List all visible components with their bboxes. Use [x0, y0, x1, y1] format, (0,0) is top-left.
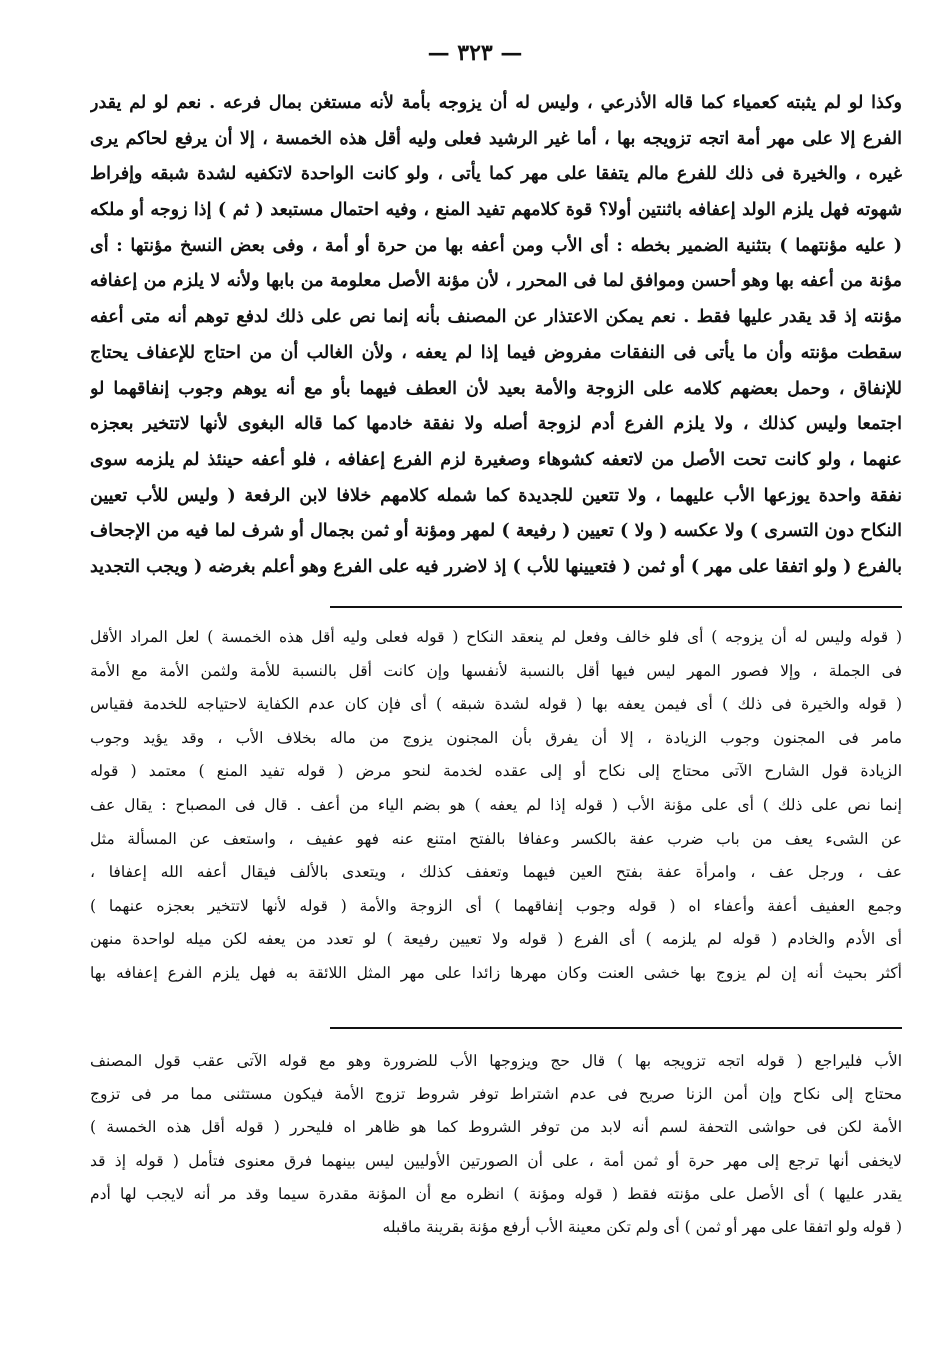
footnote-line: الأمة لكن فى حواشى التحفة لسم أنه لابد من توفر الشروط كما هو ظاهر اه فليحرر ( قوله أقل هذه الخمسة )	[90, 1118, 902, 1137]
main-text-line: للإنفاق ، وحمل بعضهم كلامه على الزوجة والأمة بعيد لأن العطف فيهما بأو مع أنه يوهم وجوب إنفاقهما لو	[90, 378, 902, 399]
main-text-line: اجتمعا وليس كذلك ، ولا يلزم الفرع أدم لزوجة أصله ولا نفقة خادمها كما قاله البغوى لأنها لاتتخير بعجزه	[90, 414, 902, 435]
main-text-line: نفقة واحدة يوزعها الأب عليهما ، ولا تتعين للجديدة كما شمله كلامهم خلافا لابن الرفعة ( وليس للأب تعيين	[90, 485, 902, 506]
footnotes-second	[90, 1045, 902, 1244]
footnote-line: أى الأدم والخادم ( قوله لم يلزمه ) أى الفرع ( قوله ولا تعيين رفيعة ) لو تعدد من يعفه لكن ميله لواحدة منهن	[90, 930, 902, 949]
page-number: — ٣٢٣ —	[427, 40, 523, 66]
footnote-line: إنما نص على ذلك ) أى على مؤنة الأب ( قوله إذا لم يعفه ) هو بضم الياء من أعف . قال فى المصباح : يقال عف	[90, 795, 902, 814]
footnote-line: الزيادة قول الشارح الآتى محتاج إلى نكاح أو إلى عقده لخدمة لنحو مرض ( قوله تفيد المنع ) معتمد ( قوله	[90, 762, 902, 781]
footnote-line: فى الجملة ، وإلا فصور المهر ليس فيها أقل بالنسبة لأنفسها وإن كانت أقل بالنسبة للأمة ولثمن الأمة مع الأمة	[90, 661, 902, 680]
footnote-divider	[330, 606, 902, 608]
footnote-line: لايخفى أنها ترجع إلى مهر حرة أو ثمن أمة ، على أن الصورتين الأوليين ليس بينهما فرق معنوى فتأمل ( قوله إذ قد	[90, 1151, 902, 1170]
footnotes-first	[90, 621, 902, 991]
main-text-line: شهوته فهل يلزم الولد إعفافه باثنتين أولا؟ قوة كلامهم تفيد المنع ، وفيه احتمال مستبعد ( ثم ) إذا زوجه أو ملكه	[90, 200, 902, 221]
main-text-line: مؤنته إذ قد يقدر عليها فقط . نعم يمكن الاعتذار عن المصنف بأنه إنما نص على ذلك لدفع توهم أنه متى أعفه	[90, 307, 902, 328]
main-text-line: ( عليه مؤنتهما ) بتثنية الضمير بخطه : أى الأب ومن أعفه بها من حرة أو أمة ، وفى بعض النسخ مؤنتها : أى	[90, 235, 902, 256]
footnote-line: ( قوله وليس له أن يزوجه ) أى فلو خالف وفعل لم ينعقد النكاح ( قوله فعلى وليه أقل هذه الخمسة ) لعل المراد الأقل	[90, 628, 902, 646]
main-text-line: عنهما ، ولو كانت تحت الأصل من لاتعفه كشوهاء وصغيرة لزم الفرع إعفافه ، فلو أعفه حينئذ لم يلزمه سوى	[90, 449, 902, 470]
footnote-line: عف ، ورجل عف ، وامرأة عفة بفتح العين فيهما وتعفف كذلك ، ويتعدى بالألف فيقال أعفه الله إعفافا ،	[90, 863, 902, 882]
footnote-line: أكثر بحيث أنه إن لم يزوج بها خشى العنت وكان مهرها زائدا على مهر المثل اللائقة به فهل يلزم الفرع إعفافه بها	[90, 963, 902, 982]
footnote-line: ( قوله ولو اتفقا على مهر أو ثمن ) أى ولم تكن معينة الأب أرفع مؤنة بقرينة ماقبله	[382, 1217, 902, 1236]
main-text-line: بالفرع ( ولو اتفقا على مهر ) أو ثمن ( فتعيينها للأب ) إذ لاضرر فيه على الفرع وهو أعلم بغرضه ( ويجب التجديد	[90, 556, 902, 577]
main-text	[90, 86, 902, 586]
footnote-line: وجمع العفيف أعفة وأعفاء اه ( قوله وجوب إنفاقهما ) أى الزوجة والأمة ( قوله لأنها لاتتخير بعجزه عنهما )	[90, 896, 902, 915]
footnote-line: الأب فليراجع ( قوله اتجه تزويجه بها ) قال حج ويزوجها الأب للضرورة وهو مع قوله الآتى عقب قول المصنف	[90, 1052, 902, 1070]
footnote-line: عن الشىء يعف من باب ضرب عفة بالكسر وعفافا بالفتح امتنع عنه فهو عفيف ، واستعف عن المسألة مثل	[90, 829, 902, 848]
main-text-line: النكاح دون التسرى ) ولا عكسه ( ولا ) تعيين ( رفيعة ) لمهر ومؤنة أو ثمن بجمال أو شرف لما فيه من الإجحاف	[90, 521, 902, 542]
main-text-line: غيره ، والخيرة فى ذلك للفرع مالم يتفقا على مهر كما يأتى ، ولو كانت الواحدة لاتكفيه لشدة شبقه وإفراط	[90, 164, 902, 185]
main-text-line: سقطت مؤنته وأن ما يأتى فى النفقات مفروض فيما إذا لم يعفه ، ولأن الغالب أن من احتاج للإعفاف يحتاج	[90, 342, 902, 363]
main-text-line: وكذا لو لم يثبته كعمياء كما قاله الأذرعي ، وليس له أن يزوجه بأمة لأنه مستغن بمال فرعه . نعم لو لم يقدر	[90, 93, 902, 113]
footnote-line: يقدر عليها ) أى الأصل على مؤنته فقط ( قوله ومؤنة ) انظره مع أن المؤنة مقدرة سيما وقد مر أنه لايجب لها أدم	[90, 1184, 902, 1203]
footnote-divider-second	[330, 1027, 902, 1029]
footnote-line: مامر فى المجنون وجوب الزيادة ، إلا أن يفرق بأن المجنون يزوج من ماله بخلاف الأب ، وقد يؤيد وجوب	[90, 728, 902, 747]
main-text-line: الفرع إلا على مهر أمة اتجه تزويجه بها ، أما غير الرشيد فعلى وليه أقل هذه الخمسة ، إلا أن يرفع لحاكم يرى	[90, 128, 902, 149]
main-text-line: مؤنة من أعفه بها وهو أحسن وموافق لما فى المحرر ، لأن مؤنة الأصل معلومة من بابها ولأنه لا يلزم من إعفافه	[90, 271, 902, 292]
footnote-line: محتاج إلى نكاح وإن أمن الزنا صريح فى عدم اشتراط توفر شروط تزوج الأمة فيكون مستثنى مما مر فى تزوج	[90, 1085, 902, 1104]
footnote-line: ( قوله والخيرة فى ذلك ) أى فيمن يعفه بها ( قوله لشدة شبقه ) أى فإن كان عدم الكفاية لاحتياجه للخدمة فقياس	[90, 695, 902, 714]
